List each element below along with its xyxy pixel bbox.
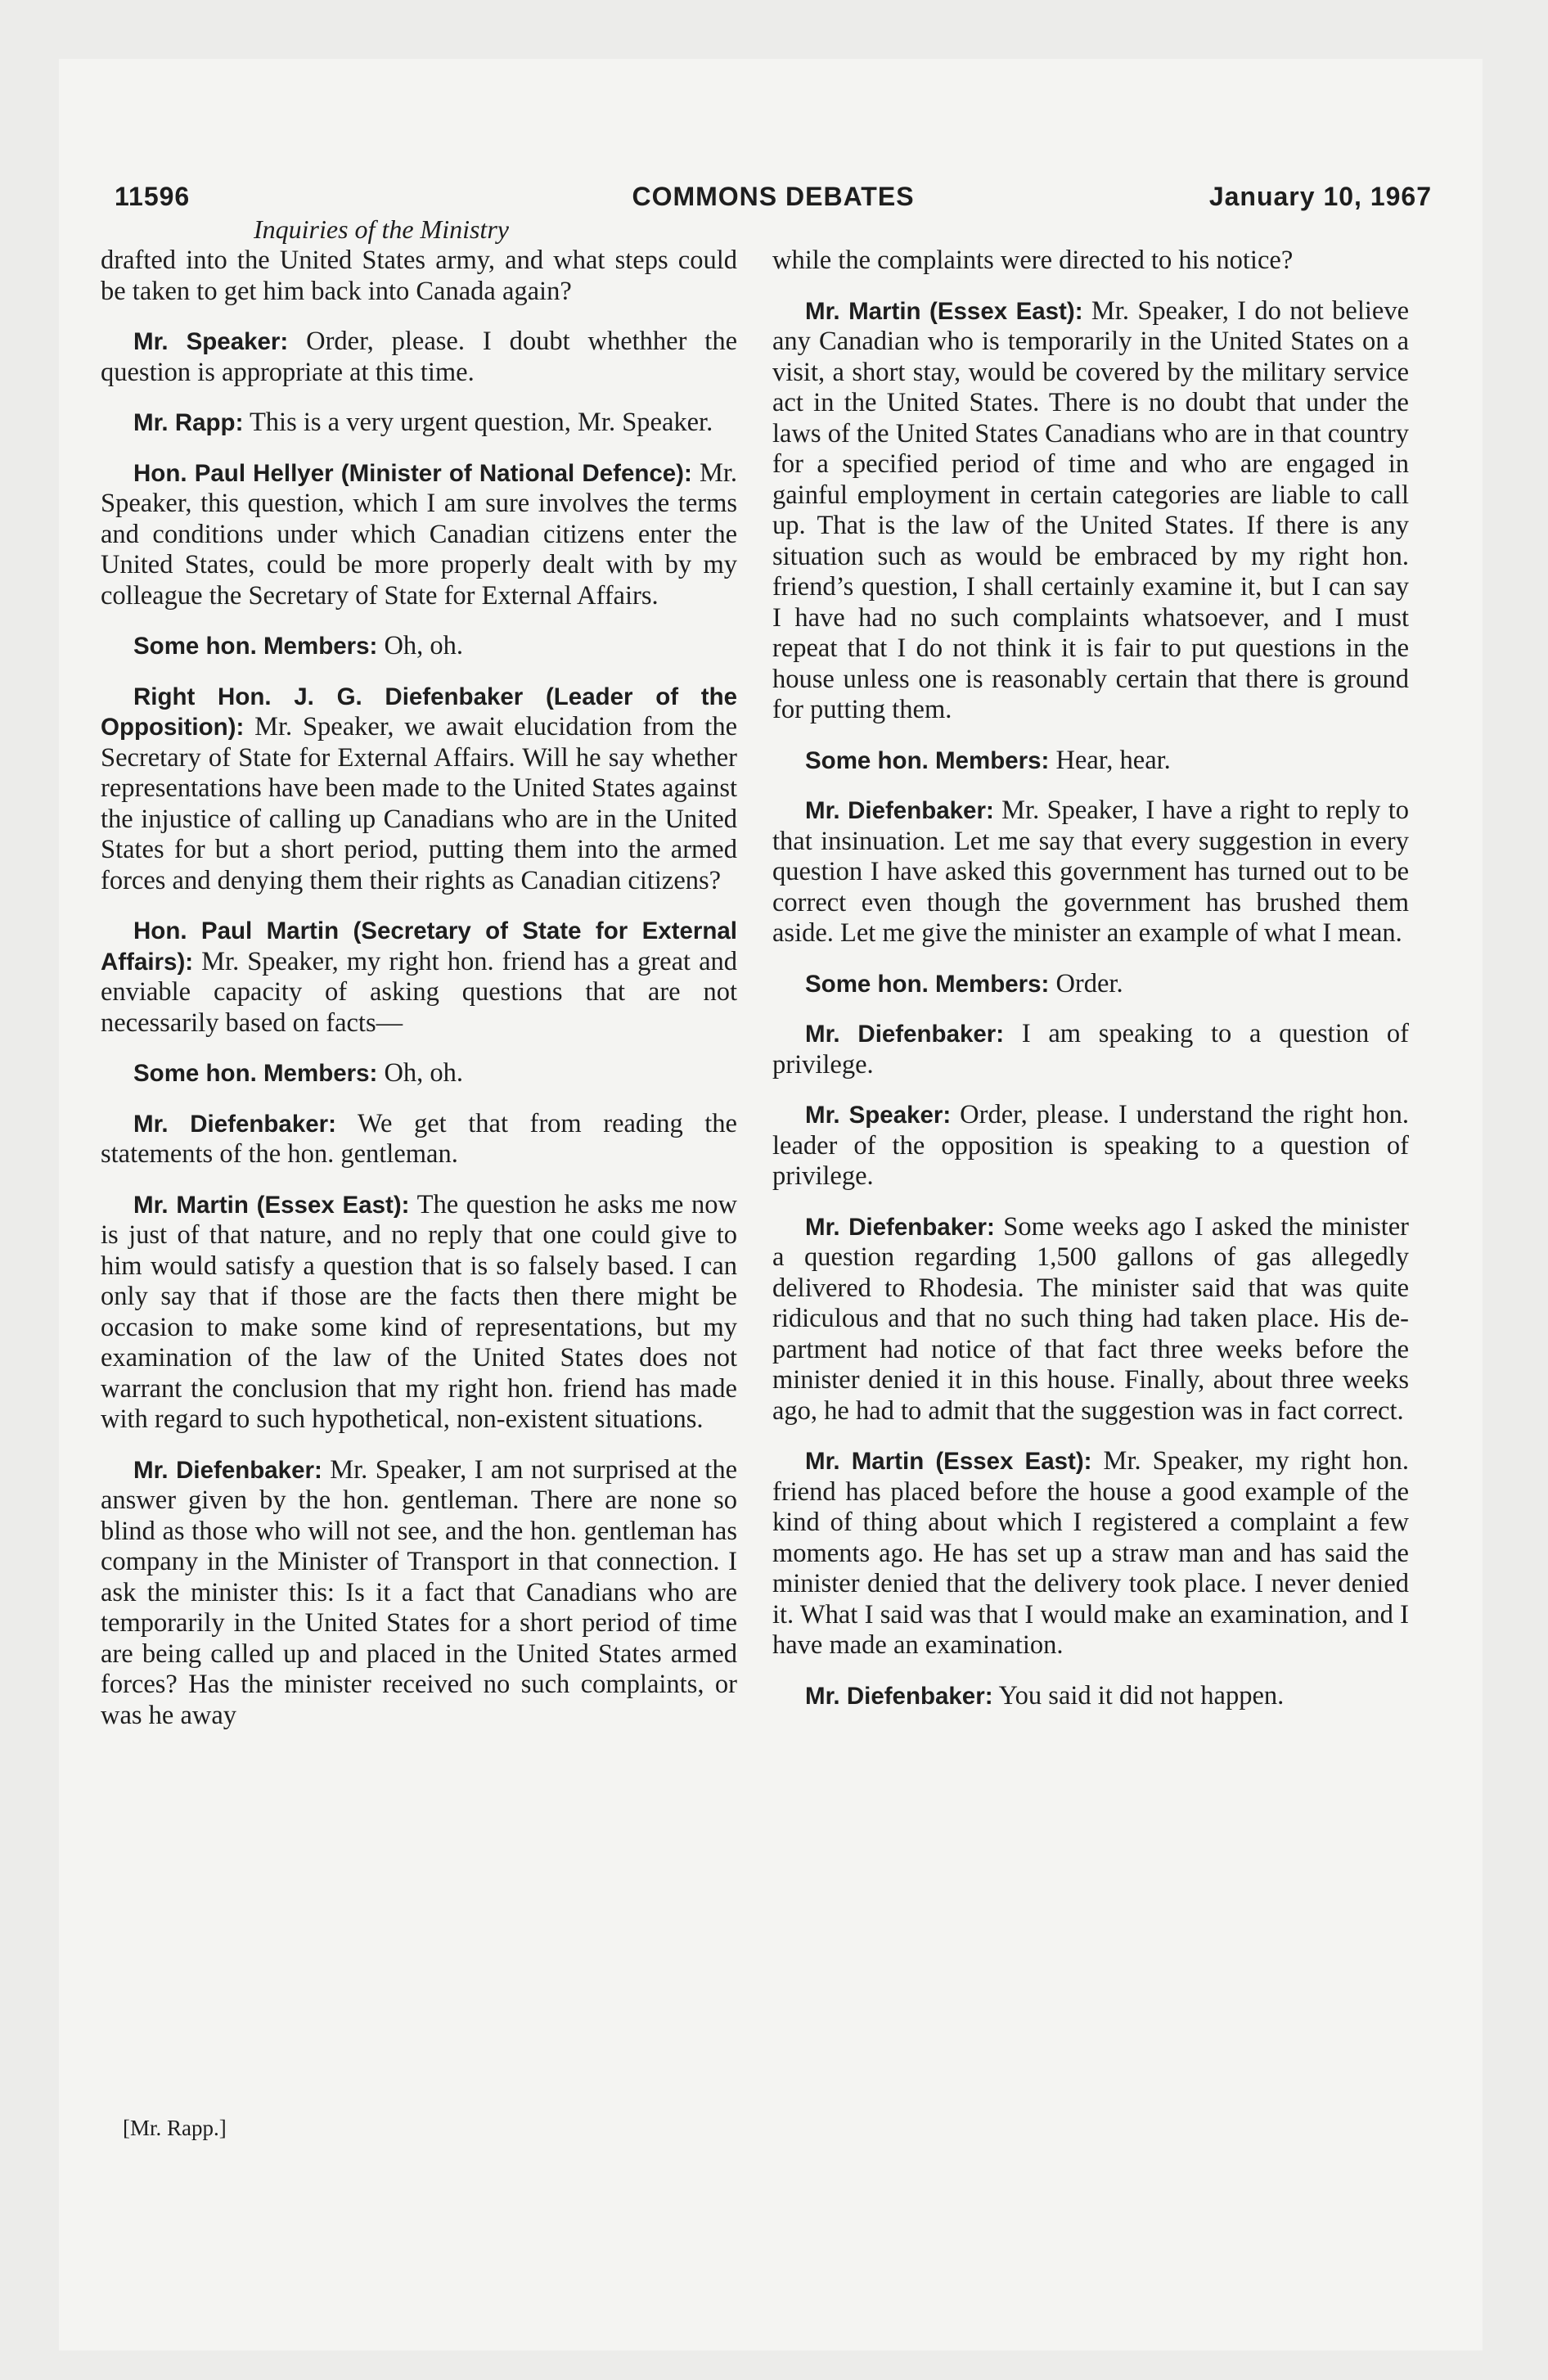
paragraph-text: Hear, hear. (1055, 745, 1171, 775)
speaker-name: Right Hon. J. G. Diefenbaker (Leader of the Opposition): (101, 683, 737, 741)
paragraph (101, 631, 737, 662)
paragraph (101, 327, 737, 388)
paragraph-text: You said it did not happen. (998, 1680, 1285, 1711)
paragraph (772, 1212, 1409, 1427)
paragraph (101, 1455, 737, 1732)
speaker-name: Mr. Diefenbaker: (133, 1456, 322, 1484)
paragraph (101, 458, 737, 612)
paragraph-text: Mr. Speaker, I have a right to reply to that insinuation. Let me say that every suggestion in every question I have asked this government has turned out to be correct even though the government has brushed them aside. Let me give the minister an example of what I mean. (772, 796, 1409, 948)
speaker-name: Mr. Speaker: (805, 1102, 952, 1129)
paragraph-text: drafted into the United States army, and what steps could be taken to get him back into Canada again? (101, 246, 737, 306)
paragraph (772, 1681, 1409, 1712)
page-footer: [Mr. Rapp.] (123, 2116, 227, 2140)
paragraph-text: Some weeks ago I asked the minister a question regarding 1,500 gallons of gas allegedly delivered to Rhodesia. The minister said that was quite ridiculous and that no such thing had taken place. His department had notice of that fact three weeks before the minister denied it in this house. Finally, about three weeks ago, he had to admit that the suggestion was in fact correct. (772, 1211, 1409, 1426)
paragraph-text: Mr. Speaker, we await elucidation from the Secretary of State for External Affairs. Will he say whether representations have been made to the United States against the injustice of calling up Canadians who are in the United States for but a short period, putting them into the armed forces and denying them their rights as Canadian citizens? (101, 712, 737, 895)
speaker-name: Mr. Diefenbaker: (133, 1110, 336, 1138)
speaker-name: Mr. Diefenbaker: (805, 1682, 993, 1710)
speaker-name: Some hon. Members: (805, 970, 1050, 998)
speaker-name: Mr. Martin (Essex East): (805, 297, 1083, 325)
paragraph-text: The question he asks me now is just of that nature, and no reply that one could give to him would satisfy a question that is so falsely based. I can only say that if those are the facts then there might be occasion to make some kind of representations, but my examination of the law of the United States does not warrant the conclusion that my right hon. friend has made with regard to such hypothetical, non-existent situations. (101, 1189, 738, 1434)
paragraph-text: Order, please. I understand the right hon. leader of the opposition is speaking to a question of privilege. (772, 1100, 1410, 1191)
paragraph-text: Order. (1055, 968, 1123, 998)
paragraph-text: Mr. Speaker, I am not surprised at the answer given by the hon. gentleman. There are none so blind as those who will not see, and the hon. gentleman has company in the Minister of Transport in that connection. I ask the minister this: Is it a fact that Canadians who are temporarily in the United States for a short period of time are being called up and placed in the United States armed forces? Has the minister received no such complaints, or was he away (101, 1454, 738, 1730)
section-title: Inquiries of the Ministry (254, 214, 509, 244)
speaker-name: Some hon. Members: (805, 746, 1050, 774)
paragraph-text: Mr. Speaker, my right hon. friend has placed before the house a good example of the kind of thing about which I registered a complaint a few moments ago. He has set up a straw man and has said the minister denied that the delivery took place. I never denied it. What I said was that I would make an examination, and I have made an examination. (772, 1446, 1409, 1660)
paragraph-text: Mr. Speaker, my right hon. friend has a great and enviable capacity of asking questions that are not necessarily based on facts— (101, 946, 738, 1038)
paragraph (772, 746, 1409, 777)
left-column (101, 246, 737, 1751)
paragraph (101, 246, 737, 307)
paragraph (772, 1019, 1409, 1080)
page-header (115, 182, 1432, 214)
paragraph-text: while the complaints were directed to his notice? (772, 246, 1294, 275)
page-number: 11596 (115, 182, 191, 211)
paragraph-text: We get that from reading the statements of the hon. gentleman. (101, 1108, 737, 1169)
publication-title: COMMONS DEBATES (632, 182, 915, 211)
speaker-name: Mr. Diefenbaker: (805, 797, 994, 824)
paragraph-text: Oh, oh. (384, 1058, 464, 1088)
paragraph (101, 1109, 737, 1170)
paragraph-text: Mr. Speaker, I do not believe any Canadian who is temporarily in the United States on a visit, a short stay, would be covered by the military service act in the United States. There is no doubt that under the laws of the United States Canadians who are in that country for a specified period of time and who are engaged in gainful employment in certain categories are liable to call up. That is the law of the United States. If there is any situation such as would be embraced by my right hon. friend’s question, I shall certainly examine it, but I can say I have had no such complaints whatsoever, and I must repeat that I do not think it is fair to put questions in the house unless one is reasonably certain that there is ground for putting them. (772, 295, 1410, 724)
paragraph-text: This is a very urgent question, Mr. Speaker. (249, 408, 713, 437)
speaker-name: Hon. Paul Martin (Secretary of State for External Affairs): (101, 917, 737, 976)
paragraph (101, 916, 737, 1039)
paragraph-text: Oh, oh. (384, 631, 464, 660)
paragraph (772, 969, 1409, 1000)
speaker-name: Mr. Martin (Essex East): (133, 1191, 410, 1219)
speaker-name: Hon. Paul Hellyer (Minister of National Defence): (133, 459, 692, 487)
paragraph (101, 1190, 737, 1436)
paragraph-text: Order, please. I doubt whethher the question is appropriate at this time. (101, 327, 738, 387)
speaker-name: Mr. Speaker: (133, 328, 289, 355)
paragraph (772, 1100, 1409, 1192)
speaker-name: Some hon. Members: (133, 1060, 378, 1087)
paragraph (772, 296, 1409, 726)
paragraph (101, 408, 737, 439)
right-column (772, 246, 1409, 1731)
paragraph (772, 796, 1409, 949)
paragraph-text: I am speaking to a question of privilege. (772, 1019, 1409, 1080)
paragraph (101, 1058, 737, 1089)
speaker-name: Mr. Diefenbaker: (805, 1021, 1005, 1048)
page-date: January 10, 1967 (1208, 182, 1432, 211)
speaker-name: Mr. Rapp: (133, 409, 244, 436)
paragraph-text: Mr. Speaker, this question, which I am sure involves the terms and conditions under which Canadian citizens enter the United States, could be more properly dealt with by my colleague the Secretary of State for External Affairs. (101, 458, 737, 611)
paragraph (772, 246, 1409, 277)
speaker-name: Mr. Diefenbaker: (805, 1213, 995, 1241)
speaker-name: Mr. Martin (Essex East): (805, 1448, 1092, 1475)
speaker-name: Some hon. Members: (133, 633, 378, 660)
paragraph (101, 682, 737, 897)
paragraph (772, 1446, 1409, 1661)
